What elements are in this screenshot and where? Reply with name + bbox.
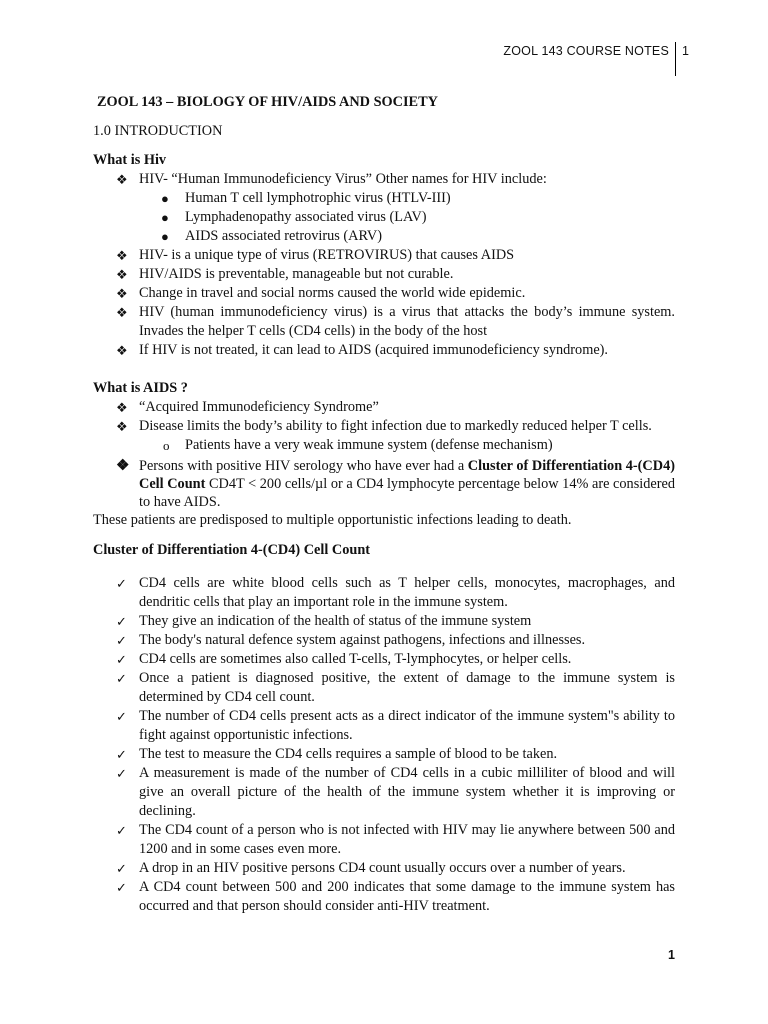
list-item: ● Human T cell lymphotrophic virus (HTLV-III) [161, 190, 451, 206]
list-item: ✓ Once a patient is diagnosed positive, the extent of damage to the immune system is determined by CD4 cell count. [116, 670, 675, 706]
check-icon: ✓ [116, 709, 127, 725]
list-item: ❖ If HIV is not treated, it can lead to AIDS (acquired immunodeficiency syndrome). [116, 342, 609, 358]
diamond-bullet-icon: ❖ [116, 419, 128, 434]
footer-page-number: 1 [668, 948, 675, 962]
list-item: ❖ Disease limits the body’s ability to fight infection due to markedly reduced helper T cells. o Patients have a very weak immune system (defense mechanism) [93, 417, 675, 455]
list-item: ✓ The CD4 count of a person who is not infected with HIV may lie anywhere between 500 and 1200 and in some cases even more. [116, 822, 675, 858]
what-is-hiv-heading: What is Hiv [93, 152, 167, 168]
list-item: ✓ CD4 cells are sometimes also called T-cells, T-lymphocytes, or helper cells. [116, 651, 572, 668]
check-icon: ✓ [116, 861, 127, 877]
aids-sub-list [93, 436, 675, 455]
list-item: ❖ HIV/AIDS is preventable, manageable but not curable. [116, 266, 454, 282]
diamond-bullet-icon: ❖ [116, 400, 128, 415]
diamond-bullet-icon: ❖ [116, 267, 128, 282]
header-page-number: 1 [682, 44, 689, 58]
list-item: ✓ A CD4 count between 500 and 200 indicates that some damage to the immune system has occurred and that person should consider anti-HIV treatment. [116, 879, 675, 915]
list-item: ✓ The number of CD4 cells present acts as a direct indicator of the immune system"s ability to fight against opportunistic infections. [116, 708, 675, 744]
check-icon: ✓ [116, 633, 127, 649]
aids-summary-text: These patients are predisposed to multiple opportunistic infections leading to death. [93, 512, 572, 528]
bullet-icon: ● [161, 210, 169, 225]
diamond-bullet-icon: ❖ [116, 248, 128, 263]
what-is-aids-heading: What is AIDS ? [93, 380, 188, 396]
check-icon: ✓ [116, 880, 127, 896]
header-divider [675, 42, 676, 76]
list-item: ✓ The test to measure the CD4 cells requires a sample of blood to be taken. [116, 746, 558, 763]
diamond-bullet-icon: ❖ [116, 172, 128, 187]
list-item: ❖ “Acquired Immunodeficiency Syndrome” [116, 399, 379, 415]
bullet-icon: ● [161, 229, 169, 244]
list-item: ❖ HIV- “Human Immunodeficiency Virus” Other names for HIV include: ● Human T cell lymphotrophic virus (HTLV-III) ● Lymphadenopathy associated virus (LAV) ● AIDS associated retrovirus (ARV) [93, 170, 675, 246]
list-item: o Patients have a very weak immune system (defense mechanism) [163, 437, 553, 453]
page-header [0, 42, 768, 76]
check-icon: ✓ [116, 576, 127, 592]
check-icon: ✓ [116, 671, 127, 687]
list-item: ✓ They give an indication of the health of status of the immune system [116, 613, 532, 630]
hiv-other-names-list [93, 189, 675, 246]
list-item: ❖ HIV- is a unique type of virus (RETROVIRUS) that causes AIDS [116, 247, 515, 263]
what-is-hiv-list [93, 170, 675, 360]
section-intro-heading: 1.0 INTRODUCTION [93, 123, 223, 139]
list-item: ❖ HIV (human immunodeficiency virus) is a virus that attacks the body’s immune system. Invades the helper T cells (CD4 cells) in the body of the host [116, 304, 675, 339]
bullet-icon: ● [161, 191, 169, 206]
diamond-bullet-icon: ❖ [116, 305, 128, 320]
header-title: ZOOL 143 COURSE NOTES [503, 44, 669, 58]
cd4-heading: Cluster of Differentiation 4-(CD4) Cell Count [93, 542, 371, 558]
check-icon: ✓ [116, 747, 127, 763]
diamond-bullet-icon: ❖ [116, 286, 128, 301]
list-item: ● AIDS associated retrovirus (ARV) [161, 228, 382, 244]
what-is-aids-list [93, 398, 675, 511]
list-item: ❖ Change in travel and social norms caused the world wide epidemic. [116, 285, 526, 301]
check-icon: ✓ [116, 766, 127, 782]
check-icon: ✓ [116, 614, 127, 630]
document-body [93, 93, 675, 916]
document-title: ZOOL 143 – BIOLOGY OF HIV/AIDS AND SOCIETY [97, 94, 438, 110]
list-item: ✓ CD4 cells are white blood cells such as T helper cells, monocytes, macrophages, and dendritic cells that play an important role in the immune system. [116, 575, 675, 611]
list-item: ❖ Persons with positive HIV serology who have ever had a Cluster of Differentiation 4-(CD4) Cell Count CD4T < 200 cells/µl or a CD4 lymphocyte percentage below 14% are considered to have AIDS. [116, 458, 675, 510]
check-icon: ✓ [116, 823, 127, 839]
list-item: ✓ A drop in an HIV positive persons CD4 count usually occurs over a number of years. [116, 860, 626, 877]
cd4-list [93, 574, 675, 916]
diamond-bullet-icon: ❖ [116, 343, 128, 358]
check-icon: ✓ [116, 652, 127, 668]
diamond-bullet-icon: ❖ [116, 458, 130, 474]
list-item: ● Lymphadenopathy associated virus (LAV) [161, 209, 427, 225]
list-item: ✓ The body's natural defence system against pathogens, infections and illnesses. [116, 632, 586, 649]
circle-bullet-icon: o [163, 438, 170, 453]
list-item: ✓ A measurement is made of the number of CD4 cells in a cubic milliliter of blood and will give an overall picture of the health of the immune system whether it is improving or declining. [116, 765, 675, 820]
